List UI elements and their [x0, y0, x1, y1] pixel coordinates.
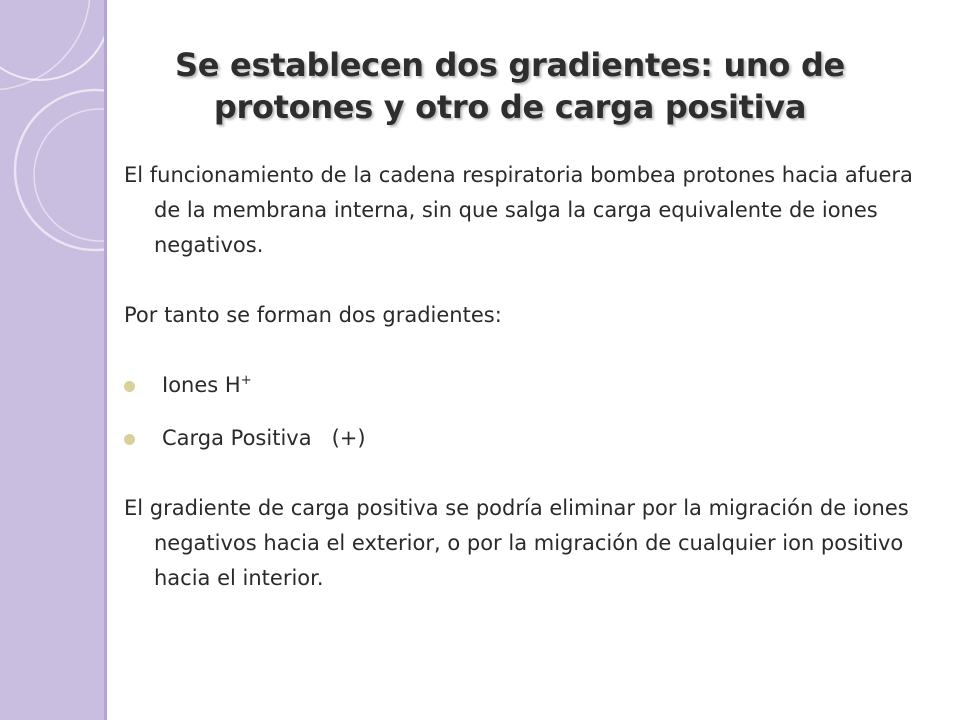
- bullet-list: [124, 368, 914, 456]
- bullet-item-ions: [124, 368, 914, 403]
- decorative-circle-top-large: [0, 0, 90, 90]
- bullet-dot-icon: [124, 381, 135, 392]
- paragraph-gradients: Por tanto se forman dos gradientes:: [124, 303, 502, 327]
- decorative-circle-middle-inner: [34, 109, 104, 241]
- decorative-side-band: [0, 0, 107, 720]
- slide-body: [124, 158, 914, 596]
- bullet-superscript-plus: +: [240, 373, 252, 388]
- bullet-item-charge: [124, 421, 914, 456]
- decorative-circles: [0, 0, 104, 720]
- bullet-text-ions: Iones H: [162, 373, 241, 397]
- paragraph-intro: El funcionamiento de la cadena respiratoria bombea protones hacia afuera de la membrana interna, sin que salga la carga equivalente de iones negativos.: [124, 163, 913, 257]
- paragraph-elimination: El gradiente de carga positiva se podría eliminar por la migración de iones negativos hacia el exterior, o por la migración de cualquier ion positivo hacia el interior.: [124, 496, 909, 590]
- bullet-text-charge: Carga Positiva (+): [162, 426, 366, 450]
- bullet-dot-icon: [124, 434, 135, 445]
- decorative-circle-middle: [15, 90, 104, 250]
- slide-title: Se establecen dos gradientes: uno de protones y otro de carga positiva: [175, 46, 845, 126]
